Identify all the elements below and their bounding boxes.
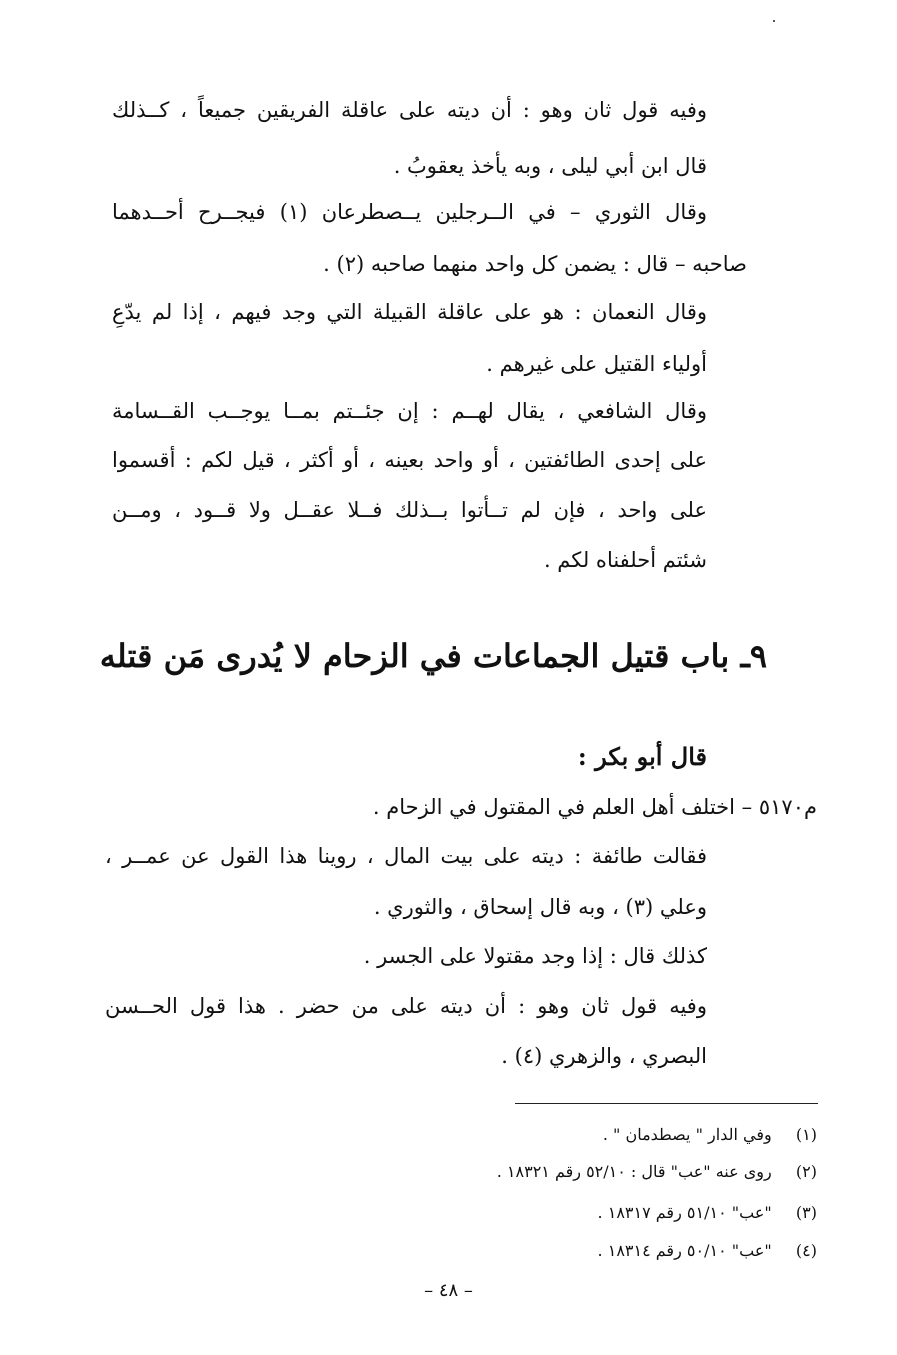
top-line-8: على إحدى الطائفتين ، أو واحد بعينه ، أو أكثر ، قيل لكم : أقسموا (112, 448, 707, 472)
top-line-6: أولياء القتيل على غيرهم . (486, 352, 707, 376)
section-line-5: وفيه قول ثان وهو : أن ديته على من حضر . هذا قول الحــسن (105, 994, 707, 1018)
top-line-9: على واحد ، فإن لم تــأتوا بــذلك فــلا عقــل ولا قــود ، ومــن (112, 498, 707, 522)
section-line-4: كذلك قال : إذا وجد مقتولا على الجسر . (363, 944, 707, 968)
footnote-number: (١) (795, 1125, 817, 1144)
footnote-2 (497, 1161, 817, 1183)
scan-speck (773, 20, 775, 22)
footnote-number: (٣) (795, 1203, 817, 1222)
footnote-text: "عب" ٥٠/١٠ رقم ١٨٣١٤ . (597, 1241, 772, 1260)
top-line-7: وقال الشافعي ، يقال لهــم : إن جئــتم بمــا يوجــب القــسامة (112, 399, 707, 423)
top-line-10: شئتم أحلفناه لكم . (543, 548, 707, 572)
top-line-5: وقال النعمان : هو على عاقلة القبيلة التي وجد فيهم ، إذا لم يدّعِ (112, 300, 707, 324)
top-line-2: قال ابن أبي ليلى ، وبه يأخذ يعقوبُ . (393, 154, 707, 178)
footnote-text: وفي الدار " يصطدمان " . (602, 1125, 772, 1144)
footnote-separator (515, 1103, 818, 1104)
section-line-2: فقالت طائفة : ديته على بيت المال ، روينا هذا القول عن عمــر ، (105, 844, 707, 868)
footnote-4 (598, 1240, 817, 1262)
chapter-heading: ٩ـ باب قتيل الجماعات في الزحام لا يُدرى مَن قتله (99, 637, 767, 675)
section-line-3: وعلي (٣) ، وبه قال إسحاق ، والثوري . (373, 895, 707, 919)
top-line-1: وفيه قول ثان وهو : أن ديته على عاقلة الفريقين جميعاً ، كــذلك (112, 98, 707, 122)
page-number: – ٤٨ – (424, 1280, 473, 1301)
footnote-number: (٢) (795, 1162, 817, 1181)
footnote-1 (603, 1124, 817, 1146)
footnote-text: "عب" ٥١/١٠ رقم ١٨٣١٧ . (597, 1203, 772, 1222)
section-subheading: قال أبو بكر : (577, 742, 707, 771)
top-line-4: صاحبه – قال : يضمن كل واحد منهما صاحبه (٢) . (323, 252, 747, 276)
footnote-3 (598, 1202, 817, 1224)
footnote-number: (٤) (795, 1241, 817, 1260)
section-line-1: م٥١٧٠ – اختلف أهل العلم في المقتول في الزحام . (372, 795, 817, 819)
top-line-3: وقال الثوري – في الــرجلين يــصطرعان (١) فيجــرح أحــدهما (112, 200, 707, 224)
footnote-text: روى عنه "عب" قال : ٥٢/١٠ رقم ١٨٣٢١ . (496, 1162, 772, 1181)
section-line-6: البصري ، والزهري (٤) . (501, 1044, 707, 1068)
